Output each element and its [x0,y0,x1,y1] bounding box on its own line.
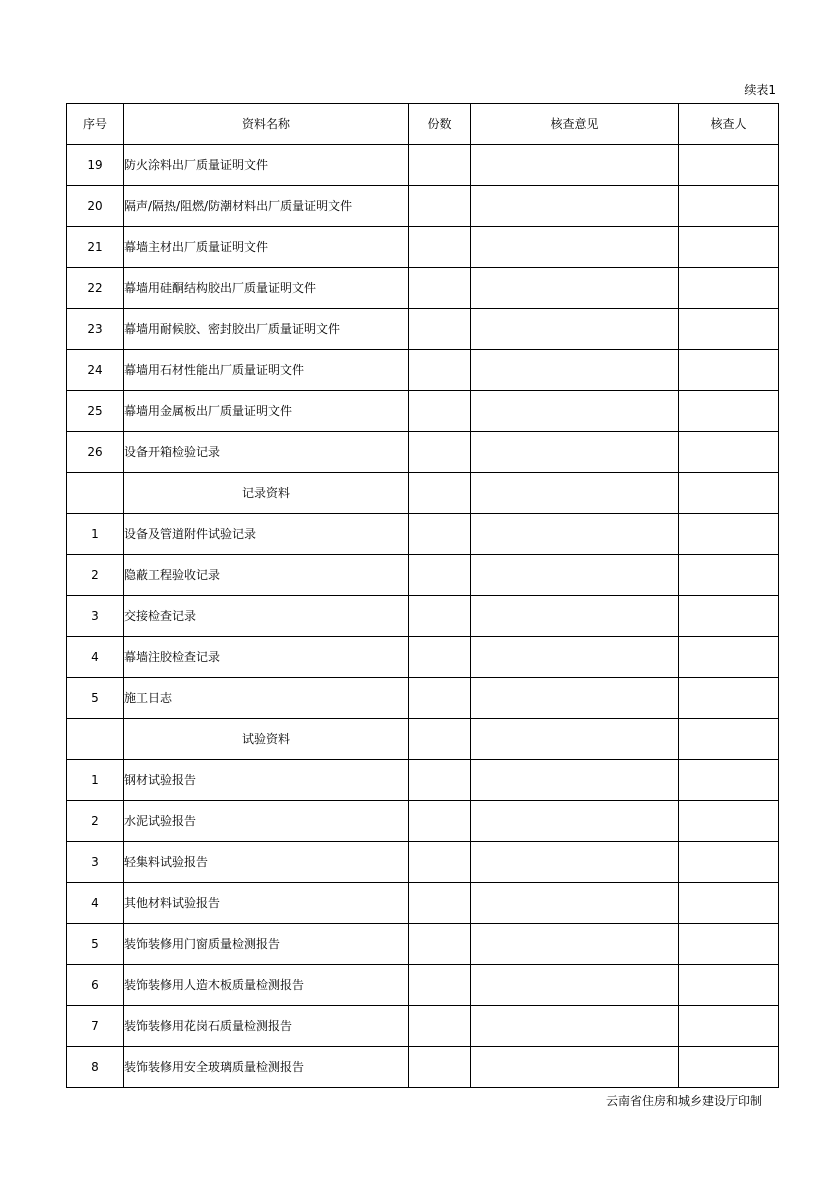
table-row [67,1006,779,1047]
row-check-opinion-cell [471,391,679,432]
row-check-opinion-cell [471,965,679,1006]
row-check-opinion-cell [471,1006,679,1047]
row-serial-number: 3 [67,596,124,637]
table-row [67,883,779,924]
header-copies: 份数 [409,104,471,145]
row-copies-cell [409,801,471,842]
row-serial-number [67,473,124,514]
row-check-opinion-cell [471,801,679,842]
section-header-row [67,473,779,514]
row-serial-number: 1 [67,760,124,801]
row-serial-number: 6 [67,965,124,1006]
row-serial-number: 4 [67,637,124,678]
row-checker-cell [679,309,779,350]
table-row [67,555,779,596]
row-serial-number: 2 [67,555,124,596]
table-row [67,924,779,965]
table-row [67,432,779,473]
row-document-name: 幕墙用金属板出厂质量证明文件 [124,391,409,432]
row-serial-number: 22 [67,268,124,309]
row-document-name: 装饰装修用花岗石质量检测报告 [124,1006,409,1047]
row-serial-number [67,719,124,760]
table-row [67,227,779,268]
row-copies-cell [409,514,471,555]
row-checker-cell [679,391,779,432]
row-checker-cell [679,637,779,678]
section-header-row [67,719,779,760]
row-copies-cell [409,719,471,760]
row-copies-cell [409,924,471,965]
row-checker-cell [679,514,779,555]
row-copies-cell [409,842,471,883]
row-serial-number: 24 [67,350,124,391]
row-check-opinion-cell [471,473,679,514]
row-checker-cell [679,801,779,842]
row-document-name: 隔声/隔热/阻燃/防潮材料出厂质量证明文件 [124,186,409,227]
row-serial-number: 7 [67,1006,124,1047]
row-document-name: 幕墙用石材性能出厂质量证明文件 [124,350,409,391]
row-copies-cell [409,678,471,719]
table-row [67,350,779,391]
row-serial-number: 1 [67,514,124,555]
row-checker-cell [679,678,779,719]
table-row [67,842,779,883]
table-row [67,596,779,637]
row-document-name: 设备开箱检验记录 [124,432,409,473]
row-checker-cell [679,350,779,391]
table-row [67,760,779,801]
row-checker-cell [679,473,779,514]
continuation-label: 续表1 [744,83,776,97]
row-document-name: 装饰装修用人造木板质量检测报告 [124,965,409,1006]
row-check-opinion-cell [471,596,679,637]
row-check-opinion-cell [471,924,679,965]
row-copies-cell [409,1047,471,1088]
row-checker-cell [679,227,779,268]
row-checker-cell [679,883,779,924]
header-checker: 核查人 [679,104,779,145]
row-serial-number: 20 [67,186,124,227]
row-check-opinion-cell [471,145,679,186]
row-checker-cell [679,1047,779,1088]
row-check-opinion-cell [471,842,679,883]
row-document-name: 设备及管道附件试验记录 [124,514,409,555]
row-copies-cell [409,965,471,1006]
table-row [67,1047,779,1088]
row-checker-cell [679,268,779,309]
row-check-opinion-cell [471,678,679,719]
row-serial-number: 8 [67,1047,124,1088]
row-checker-cell [679,1006,779,1047]
row-check-opinion-cell [471,1047,679,1088]
row-document-name: 交接检查记录 [124,596,409,637]
row-document-name: 轻集料试验报告 [124,842,409,883]
row-copies-cell [409,637,471,678]
row-check-opinion-cell [471,637,679,678]
printed-by-footer: 云南省住房和城乡建设厅印制 [605,1094,762,1108]
row-document-name: 幕墙注胶检查记录 [124,637,409,678]
table-row [67,391,779,432]
table-row [67,309,779,350]
table-row [67,801,779,842]
row-check-opinion-cell [471,883,679,924]
table-header-row [67,104,779,145]
row-checker-cell [679,842,779,883]
row-checker-cell [679,145,779,186]
row-copies-cell [409,473,471,514]
row-copies-cell [409,186,471,227]
row-copies-cell [409,883,471,924]
row-copies-cell [409,350,471,391]
row-serial-number: 3 [67,842,124,883]
table-row [67,965,779,1006]
row-serial-number: 19 [67,145,124,186]
row-check-opinion-cell [471,350,679,391]
row-document-name: 装饰装修用安全玻璃质量检测报告 [124,1047,409,1088]
row-check-opinion-cell [471,760,679,801]
row-check-opinion-cell [471,309,679,350]
row-copies-cell [409,760,471,801]
section-title: 记录资料 [124,473,409,514]
header-serial-number: 序号 [67,104,124,145]
row-document-name: 钢材试验报告 [124,760,409,801]
row-document-name: 其他材料试验报告 [124,883,409,924]
row-copies-cell [409,596,471,637]
row-document-name: 幕墙用硅酮结构胶出厂质量证明文件 [124,268,409,309]
row-copies-cell [409,309,471,350]
table-row [67,678,779,719]
row-checker-cell [679,186,779,227]
row-copies-cell [409,391,471,432]
table-row [67,268,779,309]
row-checker-cell [679,432,779,473]
table-row [67,637,779,678]
row-document-name: 幕墙主材出厂质量证明文件 [124,227,409,268]
row-serial-number: 2 [67,801,124,842]
row-serial-number: 25 [67,391,124,432]
row-checker-cell [679,924,779,965]
row-checker-cell [679,719,779,760]
row-check-opinion-cell [471,186,679,227]
section-title: 试验资料 [124,719,409,760]
row-serial-number: 5 [67,678,124,719]
row-serial-number: 23 [67,309,124,350]
row-copies-cell [409,145,471,186]
row-document-name: 幕墙用耐候胶、密封胶出厂质量证明文件 [124,309,409,350]
row-document-name: 施工日志 [124,678,409,719]
table-body [67,145,779,1088]
row-copies-cell [409,432,471,473]
row-document-name: 水泥试验报告 [124,801,409,842]
row-check-opinion-cell [471,719,679,760]
table-row [67,145,779,186]
row-copies-cell [409,1006,471,1047]
row-serial-number: 21 [67,227,124,268]
row-serial-number: 5 [67,924,124,965]
row-check-opinion-cell [471,555,679,596]
row-check-opinion-cell [471,227,679,268]
row-checker-cell [679,760,779,801]
row-checker-cell [679,596,779,637]
row-check-opinion-cell [471,514,679,555]
header-check-opinion: 核查意见 [471,104,679,145]
header-document-name: 资料名称 [124,104,409,145]
row-copies-cell [409,555,471,596]
row-copies-cell [409,227,471,268]
table-row [67,514,779,555]
row-document-name: 隐蔽工程验收记录 [124,555,409,596]
row-check-opinion-cell [471,432,679,473]
document-checklist-table [66,103,779,1088]
row-checker-cell [679,965,779,1006]
row-copies-cell [409,268,471,309]
row-checker-cell [679,555,779,596]
row-serial-number: 26 [67,432,124,473]
row-check-opinion-cell [471,268,679,309]
row-serial-number: 4 [67,883,124,924]
table-row [67,186,779,227]
row-document-name: 防火涂料出厂质量证明文件 [124,145,409,186]
row-document-name: 装饰装修用门窗质量检测报告 [124,924,409,965]
